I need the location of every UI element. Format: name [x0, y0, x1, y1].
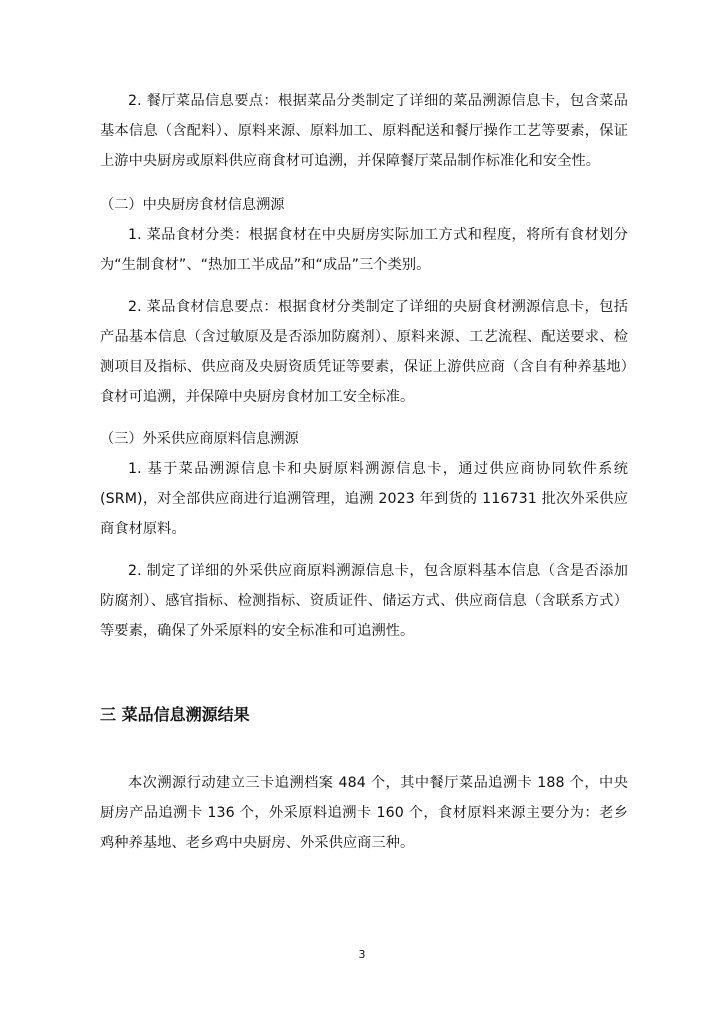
subheading-supplier-tracing: （三）外采供应商原料信息溯源: [100, 431, 299, 447]
section-title-tracing-results: 三 菜品信息溯源结果: [100, 705, 250, 724]
subheading-central-kitchen-tracing: （二）中央厨房食材信息溯源: [100, 197, 285, 213]
page-number: 3: [358, 948, 366, 961]
paragraph-tracing-results: 本次溯源行动建立三卡追溯档案 484 个，其中餐厅菜品追溯卡 188 个，中央厨房产品追溯卡 136 个，外采原料追溯卡 160 个，食材原料来源主要分为：老乡鸡种养基地、老乡鸡中央厨房、外采供应商三种。: [100, 775, 628, 851]
paragraph-ingredient-info-points: 2. 菜品食材信息要点：根据食材分类制定了详细的央厨食材溯源信息卡，包括产品基本信息（含过敏原及是否添加防腐剂）、原料来源、工艺流程、配送要求、检测项目及指标、供应商及央厨资质凭证等要素，保证上游供应商（含自有种养基地）食材可追溯，并保障中央厨房食材加工安全标准。: [100, 299, 628, 405]
paragraph-supplier-info-card: 2. 制定了详细的外采供应商原料溯源信息卡，包含原料基本信息（含是否添加防腐剂）、感官指标、检测指标、资质证件、储运方式、供应商信息（含联系方式）等要素，确保了外采原料的安全标准和可追溯性。: [100, 563, 628, 639]
paragraph-ingredient-classification: 1. 菜品食材分类：根据食材在中央厨房实际加工方式和程度，将所有食材划分为“生制食材”、“热加工半成品”和“成品”三个类别。: [100, 227, 628, 273]
paragraph-srm-tracing: 1. 基于菜品溯源信息卡和央厨原料溯源信息卡，通过供应商协同软件系统(SRM)，对全部供应商进行追溯管理，追溯 2023 年到货的 116731 批次外采供应商食材原料。: [100, 461, 628, 537]
paragraph-restaurant-dish-info: 2. 餐厅菜品信息要点：根据菜品分类制定了详细的菜品溯源信息卡，包含菜品基本信息（含配料）、原料来源、原料加工、原料配送和餐厅操作工艺等要素，保证上游中央厨房或原料供应商食材可追溯，并保障餐厅菜品制作标准化和安全性。: [100, 93, 628, 169]
